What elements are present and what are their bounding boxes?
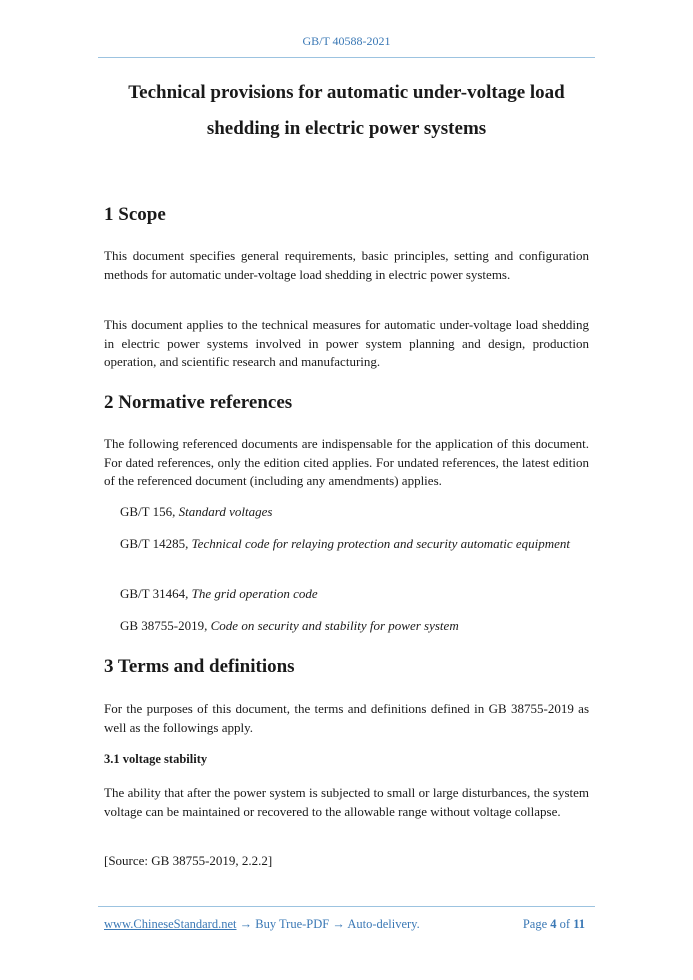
- reference-title: The grid operation code: [191, 586, 318, 601]
- scope-paragraph-1: This document specifies general requirements, basic principles, setting and configuration methods for automatic under-voltage load shedding in electric power systems.: [104, 248, 589, 282]
- section-heading-normative-references: 2 Normative references: [104, 392, 293, 413]
- page-number: [523, 917, 585, 932]
- normative-intro-paragraph: The following referenced documents are indispensable for the application of this document. For dated references, only the edition cited applies. For undated references, the latest edition of the referenced document (including any amendments) applies.: [104, 436, 589, 488]
- reference-code: GB/T 31464,: [120, 586, 192, 601]
- arrow-right-icon: →: [236, 917, 256, 931]
- scope-paragraph-2: This document applies to the technical measures for automatic under-voltage load shedding in electric power systems involved in power system planning and design, production operation, and scientific research and manufacturing.: [104, 317, 589, 369]
- running-header: GB/T 40588-2021: [302, 34, 391, 48]
- website-link[interactable]: www.ChineseStandard.net: [104, 917, 237, 931]
- document-title-line-1: Technical provisions for automatic under-voltage load: [128, 82, 565, 103]
- page-label: Page: [522, 917, 551, 931]
- section-heading-terms-and-definitions: 3 Terms and definitions: [104, 656, 295, 677]
- section-heading-scope: 1 Scope: [104, 204, 166, 225]
- arrow-right-icon: →: [329, 917, 348, 931]
- reference-item: [120, 503, 589, 522]
- terms-intro-paragraph: For the purposes of this document, the terms and definitions defined in GB 38755-2019 as well as the followings apply.: [104, 701, 589, 735]
- reference-item: [120, 585, 589, 604]
- term-definition: The ability that after the power system is subjected to small or large disturbances, the system voltage can be maintained or recovered to the allowable range without voltage collapse.: [104, 785, 589, 819]
- reference-item: [120, 617, 589, 636]
- buy-true-pdf-link[interactable]: Buy True-PDF: [255, 917, 330, 931]
- document-title-line-2: shedding in electric power systems: [206, 118, 487, 139]
- auto-delivery-text: Auto-delivery.: [347, 917, 420, 931]
- reference-code: GB/T 14285,: [120, 536, 192, 551]
- term-heading-voltage-stability: 3.1 voltage stability: [104, 752, 208, 766]
- page-footer: [104, 917, 589, 932]
- reference-code: GB/T 156,: [120, 504, 179, 519]
- reference-title: Technical code for relaying protection and security automatic equipment: [191, 536, 571, 551]
- reference-code: GB 38755-2019,: [120, 618, 211, 633]
- footer-divider: [98, 906, 595, 907]
- of-label: of: [556, 917, 574, 931]
- current-page: 4: [550, 917, 557, 931]
- reference-item: [120, 535, 589, 554]
- total-pages: 11: [573, 917, 585, 931]
- header-divider: [98, 57, 595, 58]
- term-source: [Source: GB 38755-2019, 2.2.2]: [104, 853, 273, 868]
- reference-title: Standard voltages: [178, 504, 273, 519]
- reference-title: Code on security and stability for power system: [210, 618, 459, 633]
